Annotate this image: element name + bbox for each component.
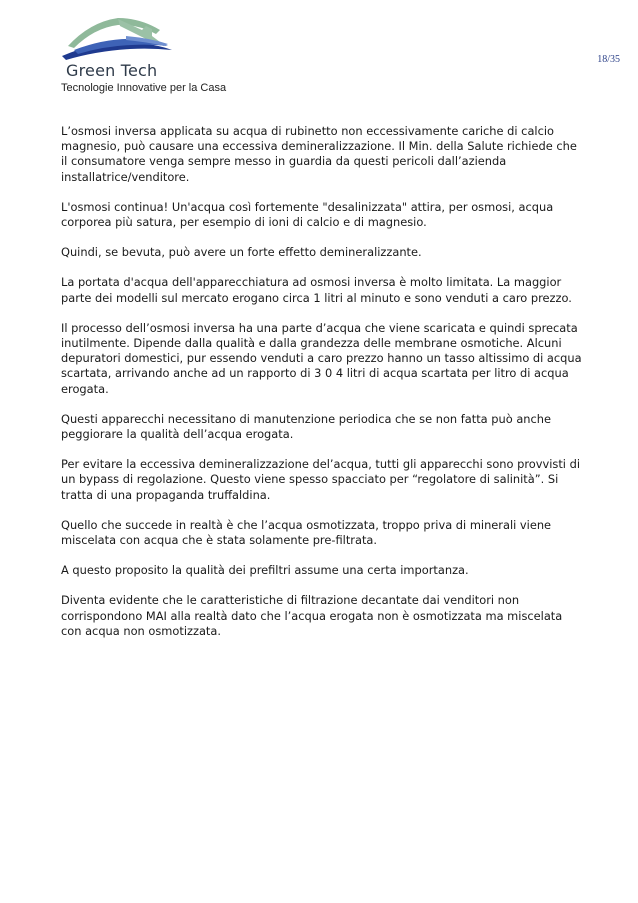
- roof-swoosh-icon: [60, 16, 180, 66]
- logo-wordmark: Green Tech: [66, 61, 158, 80]
- paragraph: Per evitare la eccessiva demineralizzazione del’acqua, tutti gli apparecchi sono provvisti di un bypass di regolazione. Questo viene spesso spacciato per “regolatore di salinità”. Si tratta di una propaganda truffaldina.: [61, 457, 580, 502]
- document-body: [61, 124, 586, 654]
- paragraph: L'osmosi continua! Un'acqua così fortemente "desalinizzata" attira, per osmosi, acqua corporea più satura, per esempio di ioni di calcio e di magnesio.: [61, 199, 554, 230]
- paragraph: Diventa evidente che le caratteristiche di filtrazione decantate dai venditori non corrispondono MAI alla realtà dato che l’acqua erogata non è osmotizzata ma miscelata con acqua non osmotizzata.: [61, 593, 563, 638]
- page-number: 18/35: [597, 54, 620, 65]
- company-tagline: Tecnologie Innovative per la Casa: [61, 82, 227, 94]
- paragraph: Quello che succede in realtà è che l’acqua osmotizzata, troppo priva di minerali viene miscelata con acqua che è stata solamente pre-filtrata.: [61, 517, 552, 548]
- paragraph: Questi apparecchi necessitano di manutenzione periodica che se non fatta può anche peggiorare la qualità dell’acqua erogata.: [61, 411, 552, 442]
- paragraph: Quindi, se bevuta, può avere un forte effetto demineralizzante.: [61, 245, 422, 260]
- paragraph: L’osmosi inversa applicata su acqua di rubinetto non eccessivamente cariche di calcio magnesio, può causare una eccessiva demineralizzazione. Il Min. della Salute richiede che il consumatore venga sempre messo in guardia da questi pericoli dall’azienda installatrice/venditore.: [61, 124, 577, 184]
- paragraph: Il processo dell’osmosi inversa ha una parte d’acqua che viene scaricata e quindi sprecata inutilmente. Dipende dalla qualità e dalla grandezza delle membrane osmotiche. Alcuni depuratori domestici, pur essendo venduti a caro prezzo hanno un tasso altissimo di acqua scartata, arrivando anche ad un rapporto di 3 0 4 litri di acqua scartata per litro di acqua erogata.: [61, 320, 582, 396]
- paragraph: La portata d'acqua dell'apparecchiatura ad osmosi inversa è molto limitata. La maggior parte dei modelli sul mercato erogano circa 1 litri al minuto e sono venduti a caro prezzo.: [61, 275, 572, 305]
- green-tech-logo: [60, 16, 180, 80]
- paragraph: A questo proposito la qualità dei prefiltri assume una certa importanza.: [61, 563, 469, 578]
